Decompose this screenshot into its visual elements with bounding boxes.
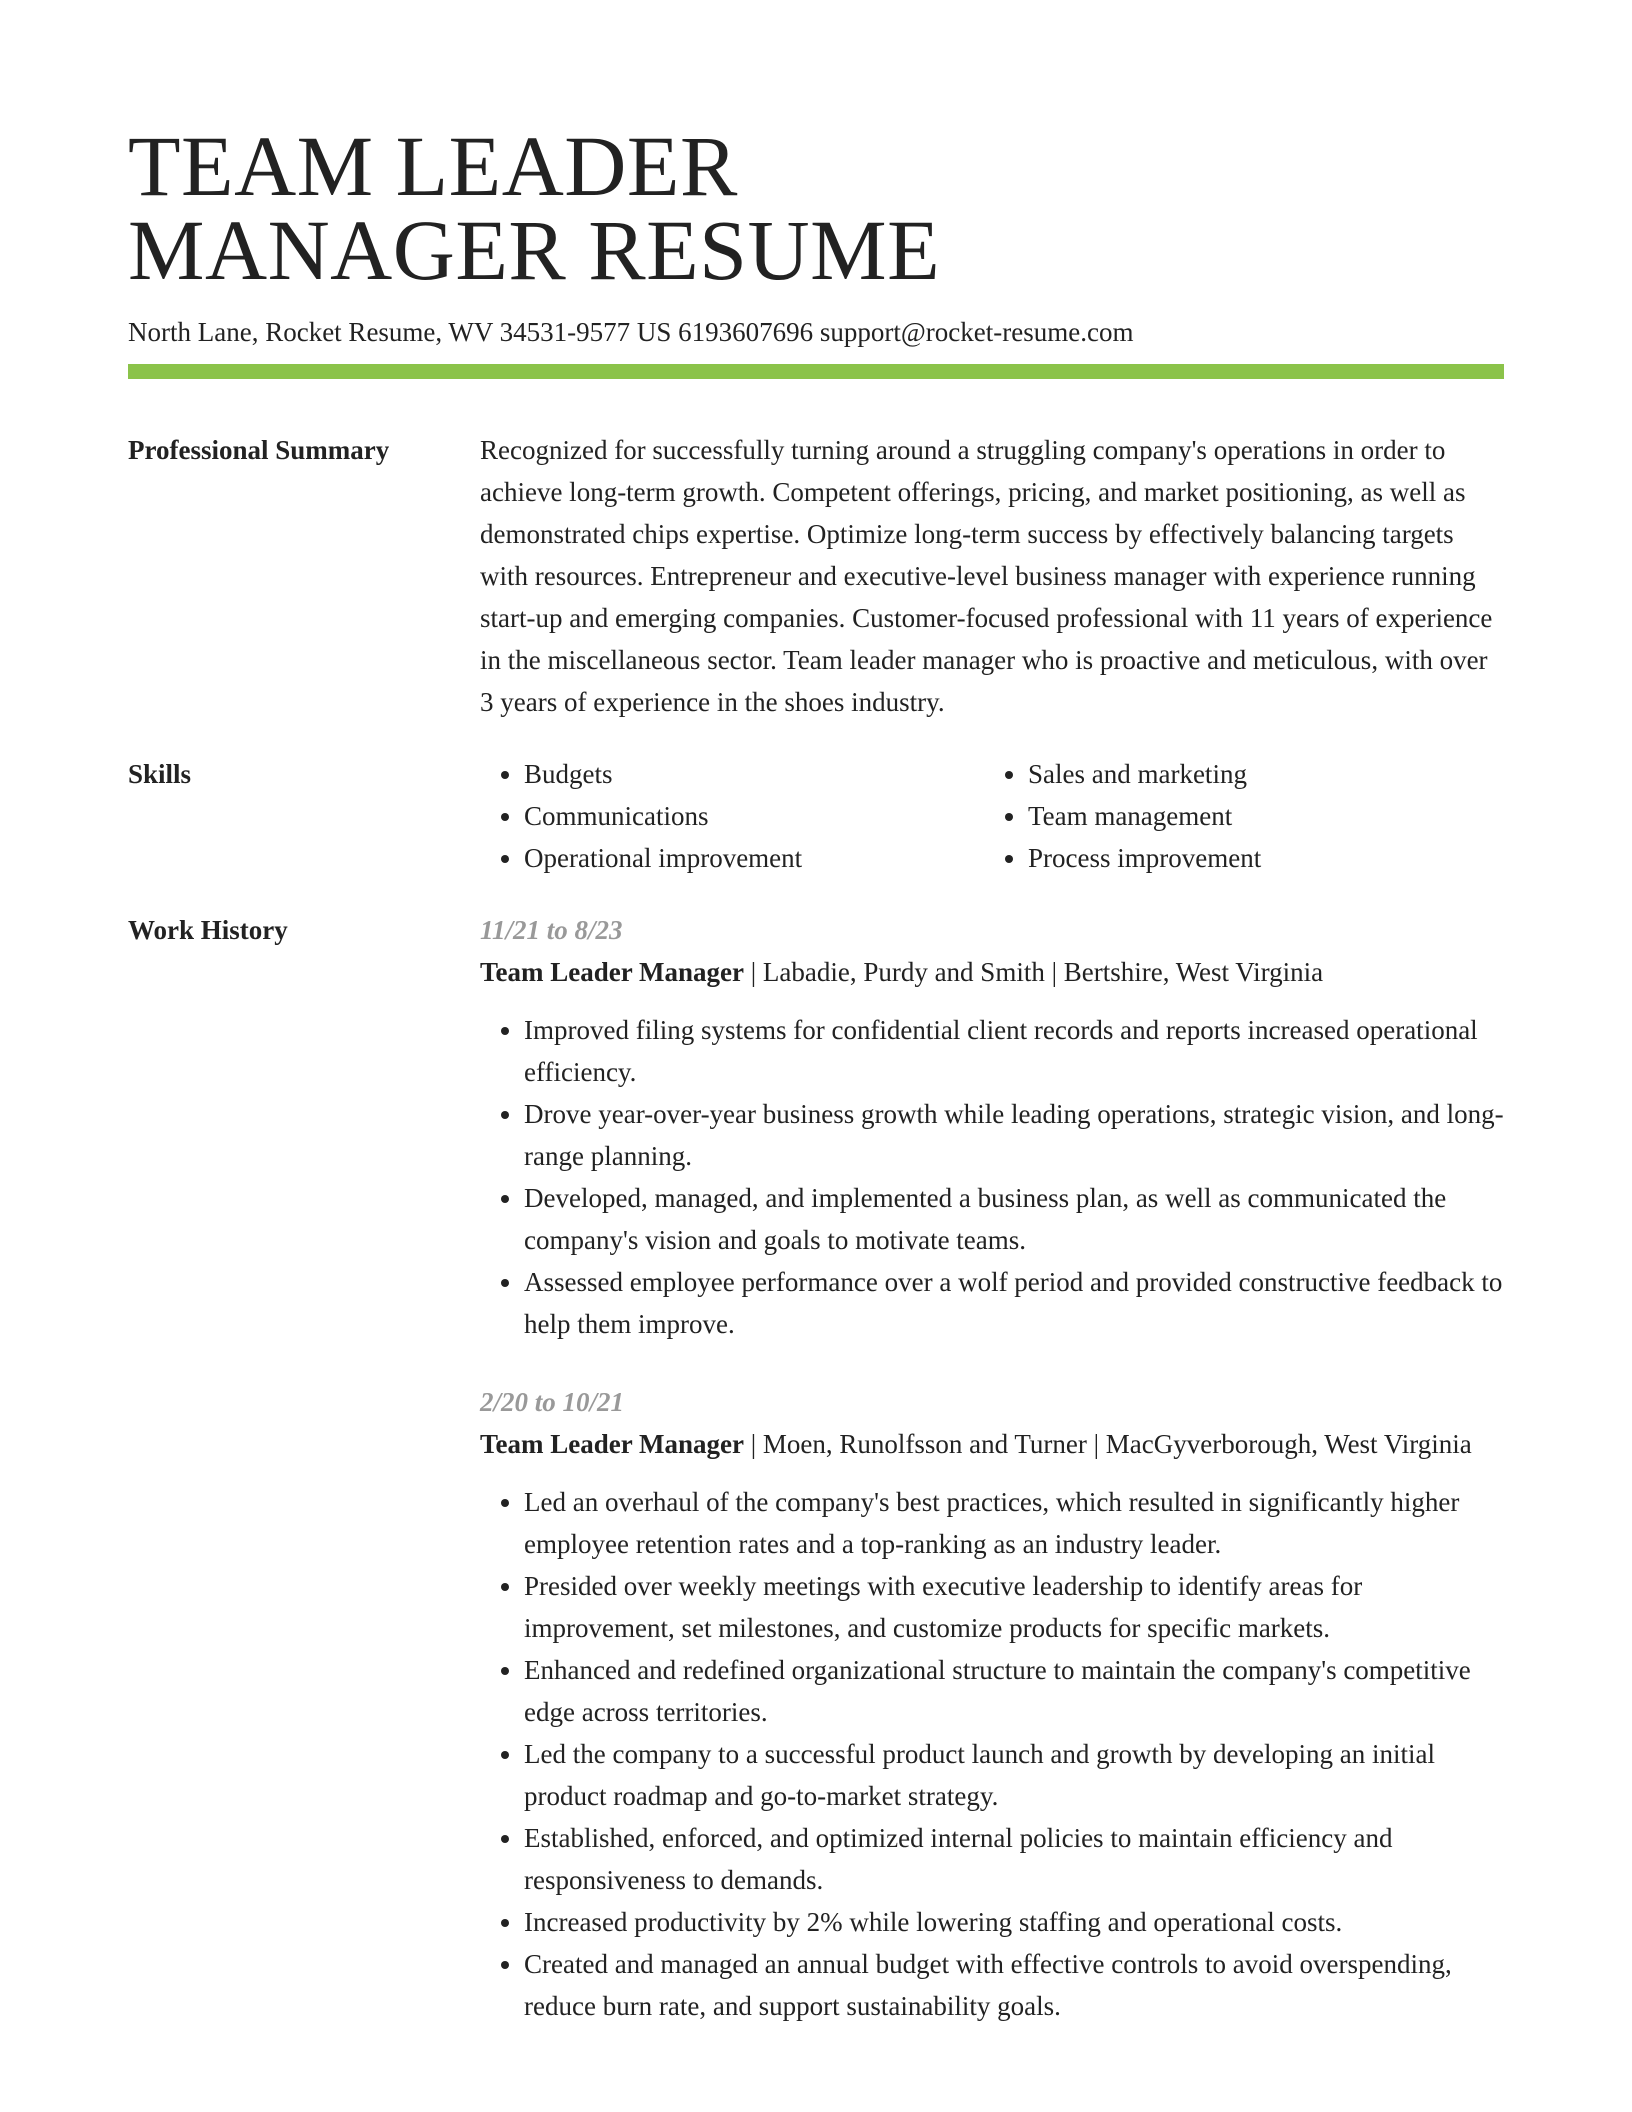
work-history-section [128,909,1504,2063]
job-title: Team Leader Manager [480,957,744,987]
summary-label: Professional Summary [128,435,390,465]
contact-info: North Lane, Rocket Resume, WV 34531-9577 US 6193607696 support@rocket-resume.com [128,317,1134,347]
job-entry [480,909,1504,1345]
skills-label: Skills [128,759,192,789]
accent-divider [128,364,1504,379]
title-line-2: MANAGER RESUME [128,202,941,298]
job-bullet: • Improved filing systems for confidential client records and reports increased operational efficiency. [524,1009,1504,1093]
resume-title [128,118,1504,298]
skill-item: • Budgets [524,753,984,795]
job-bullet: • Led the company to a successful product launch and growth by developing an initial product roadmap and go-to-market strategy. [524,1733,1504,1817]
skills-section [128,753,1504,879]
title-line-1: TEAM LEADER [128,118,738,214]
job-bullet: • Developed, managed, and implemented a business plan, as well as communicated the company's vision and goals to motivate teams. [524,1177,1504,1261]
job-bullet: • Led an overhaul of the company's best practices, which resulted in significantly higher employee retention rates and a top-ranking as an industry leader. [524,1481,1504,1565]
skill-item: • Process improvement [1028,837,1261,879]
skills-column-2 [984,753,1261,879]
job-bullet: • Created and managed an annual budget with effective controls to avoid overspending, reduce burn rate, and support sustainability goals. [524,1943,1504,2027]
job-details: | Labadie, Purdy and Smith | Bertshire, West Virginia [743,957,1324,987]
job-bullet: • Assessed employee performance over a wolf period and provided constructive feedback to help them improve. [524,1261,1504,1345]
skill-item: • Sales and marketing [1028,753,1261,795]
job-bullets [480,1481,1504,2027]
skill-item: • Communications [524,795,984,837]
job-bullet: • Enhanced and redefined organizational structure to maintain the company's competitive edge across territories. [524,1649,1504,1733]
work-history-label: Work History [128,915,288,945]
job-dates: 2/20 to 10/21 [480,1387,625,1417]
summary-section [128,429,1504,723]
skills-column-1 [480,753,984,879]
job-bullet: • Increased productivity by 2% while lowering staffing and operational costs. [524,1901,1504,1943]
job-heading [480,1423,1504,1465]
skills-list [480,753,1504,879]
job-title: Team Leader Manager [480,1429,744,1459]
job-heading [480,951,1504,993]
job-dates: 11/21 to 8/23 [480,915,623,945]
job-details: | Moen, Runolfsson and Turner | MacGyverborough, West Virginia [743,1429,1472,1459]
job-bullets [480,1009,1504,1345]
work-history-content [480,909,1504,2063]
job-bullet: • Presided over weekly meetings with executive leadership to identify areas for improvement, set milestones, and customize products for specific markets. [524,1565,1504,1649]
job-bullet: • Established, enforced, and optimized internal policies to maintain efficiency and responsiveness to demands. [524,1817,1504,1901]
skill-item: • Team management [1028,795,1261,837]
job-entry [480,1381,1504,2027]
job-bullet: • Drove year-over-year business growth while leading operations, strategic vision, and long-range planning. [524,1093,1504,1177]
skill-item: • Operational improvement [524,837,984,879]
summary-text: Recognized for successfully turning around a struggling company's operations in order to achieve long-term growth. Competent offerings, pricing, and market positioning, as well as demonstrated chips expertise. Optimize long-term success by effectively balancing targets with resources. Entrepreneur and executive-level business manager with experience running start-up and emerging companies. Customer-focused professional with 11 years of experience in the miscellaneous sector. Team leader manager who is proactive and meticulous, with over 3 years of experience in the shoes industry. [480,435,1493,717]
